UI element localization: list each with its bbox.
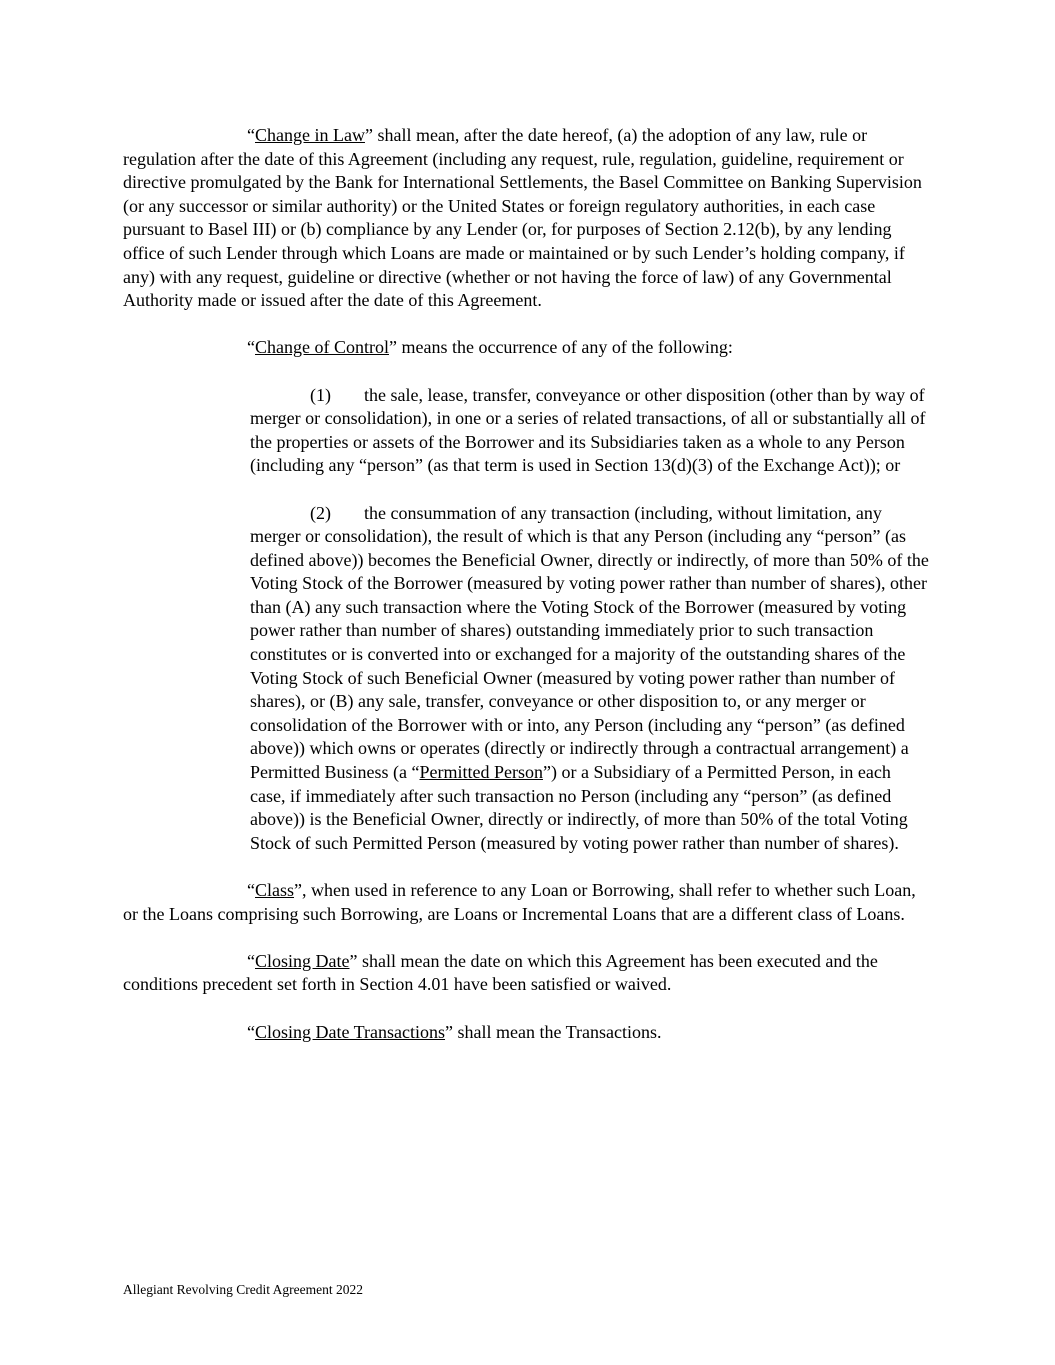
- text-run: ” shall mean the date on which this Agreement has been executed and the conditions precedent set forth in Section 4.01 have been satisfied or waived.: [123, 950, 878, 995]
- text-run: ” means the occurrence of any of the following:: [388, 337, 733, 358]
- text-run: ” shall mean, after the date hereof, (a) the adoption of any law, rule or regulation after the date of this Agreement (including any request, rule, regulation, guideline, requirement or directive promulgated by the Bank for International Settlements, the Basel Committee on Banking Supervision (or any successor or similar authority) or the United States or foreign regulatory authorities, in each case pursuant to Basel III) or (b) compliance by any Lender (or, for purposes of Section 2.12(b), by any lending office of such Lender through which Loans are made or maintained or by such Lender’s holding company, if any) with any request, guideline or directive (whether or not having the force of law) of any Governmental Authority made or issued after the date of this Agreement.: [123, 125, 922, 311]
- defined-term: Closing Date Transactions: [255, 1021, 446, 1042]
- page-footer: Allegiant Revolving Credit Agreement 2022: [123, 1282, 363, 1297]
- definition-change-in-law: [123, 124, 930, 313]
- defined-term: Closing Date: [255, 950, 350, 971]
- text-run: ”, when used in reference to any Loan or Borrowing, shall refer to whether such Loan, or the Loans comprising such Borrowing, are Loans or Incremental Loans that are a different class of Loans.: [123, 880, 916, 924]
- definition-class: [123, 879, 930, 926]
- defined-term: Class: [255, 880, 295, 900]
- definition-closing-date: [123, 950, 930, 997]
- definition-closing-date-transactions: [123, 1021, 930, 1045]
- text-run: “: [247, 337, 255, 358]
- text-run: (2): [310, 502, 331, 523]
- definition-change-of-control: [123, 336, 930, 360]
- defined-term: Change of Control: [255, 337, 389, 358]
- text-run: (1): [310, 384, 331, 405]
- text-run: ”) or a Subsidiary of a Permitted Person, in each case, if immediately after such transaction no Person (including any “person” (as defined above)) is the Beneficial Owner, directly or indirectly, of more than 50% of the total Voting Stock of such Permitted Person (measured by voting power rather than number of shares).: [250, 762, 908, 853]
- text-run: “: [247, 950, 255, 971]
- defined-term: Change in Law: [255, 125, 365, 145]
- text-run: “: [247, 1021, 255, 1042]
- text-run: “: [247, 880, 255, 900]
- text-run: the sale, lease, transfer, conveyance or other disposition (other than by way of merger or consolidation), in one or a series of related transactions, of all or substantially all of the properties or assets of the Borrower and its Subsidiaries taken as a whole to any Person (including any “person” (as that term is used in Section 13(d)(3) of the Exchange Act)); or: [250, 384, 926, 476]
- text-run: the consummation of any transaction (including, without limitation, any merger or consolidation), the result of which is that any Person (including any “person” (as defined above)) becomes the Beneficial Owner, directly or indirectly, of more than 50% of the Voting Stock of the Borrower (measured by voting power rather than number of shares), other than (A) any such transaction where the Voting Stock of the Borrower (measured by voting power rather than number of shares) outstanding immediately prior to such transaction constitutes or is converted into or exchanged for a majority of the outstanding shares of the Voting Stock of such Beneficial Owner (measured by voting power rather than number of shares), or (B) any sale, transfer, conveyance or other disposition to, or any merger or consolidation of the Borrower with or into, any Person (including any “person” (as defined above)) which owns or operates (directly or indirectly through a contractual arrangement) a Permitted Business (a “: [250, 502, 929, 783]
- text-run: ” shall mean the Transactions.: [445, 1021, 662, 1042]
- defined-term: Permitted Person: [419, 762, 543, 783]
- document-body: [123, 124, 930, 1068]
- text-run: “: [247, 125, 255, 145]
- change-of-control-clause-1: [250, 384, 930, 478]
- change-of-control-clause-2: [250, 502, 930, 856]
